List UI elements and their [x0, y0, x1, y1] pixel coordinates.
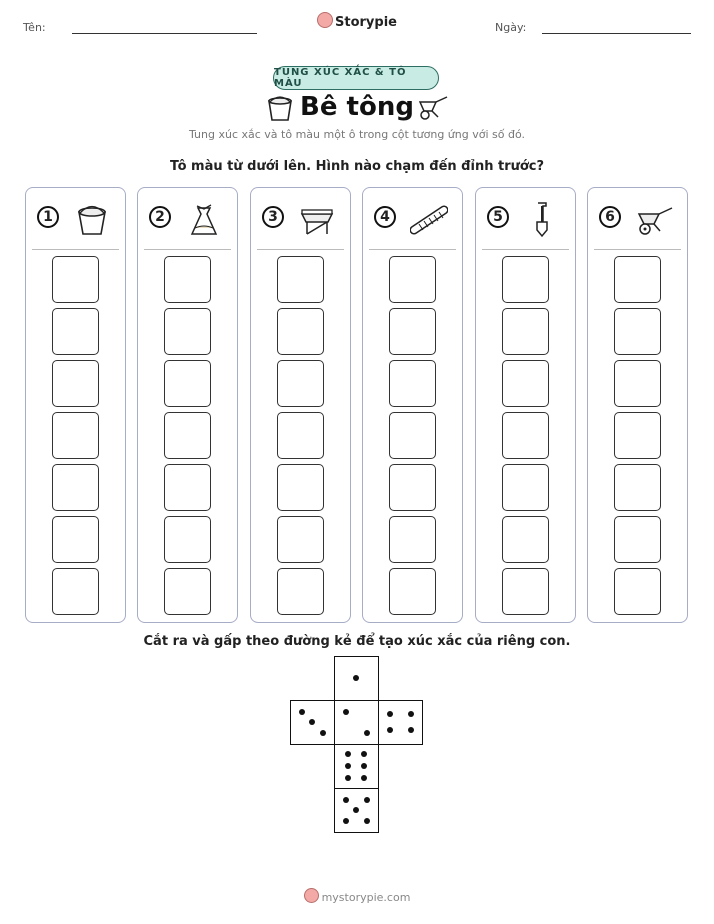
color-box[interactable] [389, 568, 436, 615]
dice-pip [343, 709, 349, 715]
color-box[interactable] [502, 360, 549, 407]
color-box[interactable] [52, 256, 99, 303]
color-box[interactable] [277, 464, 324, 511]
dice-pip [387, 711, 393, 717]
color-box[interactable] [164, 516, 211, 563]
column-divider [32, 249, 119, 250]
dice-pip [364, 730, 370, 736]
color-box[interactable] [614, 516, 661, 563]
dice-face-4 [378, 700, 423, 745]
pig-footer-icon [304, 888, 319, 903]
color-box[interactable] [502, 516, 549, 563]
dice-pip [361, 763, 367, 769]
column-number: 1 [37, 206, 59, 228]
activity-badge: TUNG XÚC XẮC & TÔ MÀU [273, 66, 439, 90]
concrete-mixer-tray-icon [298, 200, 336, 238]
shovel-icon [523, 200, 561, 238]
color-box[interactable] [277, 308, 324, 355]
color-box[interactable] [277, 516, 324, 563]
dice-pip [364, 818, 370, 824]
dice-column-2 [137, 187, 238, 623]
dice-pip [387, 727, 393, 733]
color-box[interactable] [502, 568, 549, 615]
color-box[interactable] [164, 464, 211, 511]
color-box[interactable] [389, 516, 436, 563]
dice-pip [345, 775, 351, 781]
color-box[interactable] [502, 308, 549, 355]
wheelbarrow-title-icon [416, 94, 450, 120]
color-box[interactable] [614, 568, 661, 615]
column-divider [369, 249, 456, 250]
color-box[interactable] [614, 412, 661, 459]
dice-pip [320, 730, 326, 736]
color-box[interactable] [502, 256, 549, 303]
dice-column-5 [475, 187, 576, 623]
color-box[interactable] [502, 464, 549, 511]
dice-pip [364, 797, 370, 803]
column-number: 6 [599, 206, 621, 228]
dice-pip [343, 818, 349, 824]
dice-pip [361, 751, 367, 757]
color-box[interactable] [277, 412, 324, 459]
date-label: Ngày: [495, 21, 527, 34]
wheelbarrow-icon [635, 200, 673, 238]
date-line[interactable] [542, 33, 691, 34]
color-box[interactable] [52, 360, 99, 407]
dice-pip [309, 719, 315, 725]
dice-pip [353, 807, 359, 813]
subtitle: Tung xúc xắc và tô màu một ô trong cột tương ứng với số đó. [189, 128, 525, 141]
color-box[interactable] [389, 412, 436, 459]
color-box[interactable] [164, 360, 211, 407]
color-box[interactable] [164, 256, 211, 303]
dice-pip [361, 775, 367, 781]
pig-logo-icon [317, 12, 333, 28]
dice-column-3 [250, 187, 351, 623]
color-box[interactable] [614, 360, 661, 407]
instruction-cut: Cắt ra và gấp theo đường kẻ để tạo xúc xắc của riêng con. [143, 634, 571, 649]
dice-pip [408, 727, 414, 733]
color-box[interactable] [389, 308, 436, 355]
column-divider [482, 249, 569, 250]
page-title: Bê tông [300, 92, 414, 122]
instruction-color: Tô màu từ dưới lên. Hình nào chạm đến đỉnh trước? [169, 159, 545, 174]
color-box[interactable] [277, 360, 324, 407]
color-box[interactable] [164, 412, 211, 459]
footer-url: mystorypie.com [321, 891, 411, 904]
color-box[interactable] [502, 412, 549, 459]
color-box[interactable] [277, 256, 324, 303]
color-box[interactable] [389, 256, 436, 303]
column-number: 5 [487, 206, 509, 228]
color-box[interactable] [164, 568, 211, 615]
column-number: 4 [374, 206, 396, 228]
color-box[interactable] [52, 308, 99, 355]
column-divider [594, 249, 681, 250]
dice-face-2 [334, 700, 379, 745]
color-box[interactable] [614, 308, 661, 355]
dice-pip [299, 709, 305, 715]
dice-pip [353, 675, 359, 681]
dice-pip [343, 797, 349, 803]
dice-face-1 [334, 656, 379, 701]
dice-pip [408, 711, 414, 717]
name-line[interactable] [72, 33, 257, 34]
dice-face-5 [334, 788, 379, 833]
column-divider [144, 249, 231, 250]
color-box[interactable] [164, 308, 211, 355]
color-box[interactable] [52, 568, 99, 615]
color-box[interactable] [277, 568, 324, 615]
rebar-icon [410, 200, 448, 238]
color-box[interactable] [614, 256, 661, 303]
dice-face-3 [290, 700, 335, 745]
bucket-icon [73, 200, 111, 238]
dice-column-1 [25, 187, 126, 623]
color-box[interactable] [52, 412, 99, 459]
color-box[interactable] [614, 464, 661, 511]
column-number: 3 [262, 206, 284, 228]
brand-name: Storypie [335, 15, 397, 30]
cement-bag-icon [185, 200, 223, 238]
color-box[interactable] [389, 360, 436, 407]
color-box[interactable] [52, 516, 99, 563]
name-label: Tên: [23, 21, 46, 34]
column-number: 2 [149, 206, 171, 228]
color-box[interactable] [389, 464, 436, 511]
dice-pip [345, 763, 351, 769]
dice-column-6 [587, 187, 688, 623]
color-box[interactable] [52, 464, 99, 511]
column-divider [257, 249, 344, 250]
footer [0, 888, 714, 904]
brand-logo [0, 12, 714, 30]
dice-face-6 [334, 744, 379, 789]
dice-column-4 [362, 187, 463, 623]
dice-pip [345, 751, 351, 757]
